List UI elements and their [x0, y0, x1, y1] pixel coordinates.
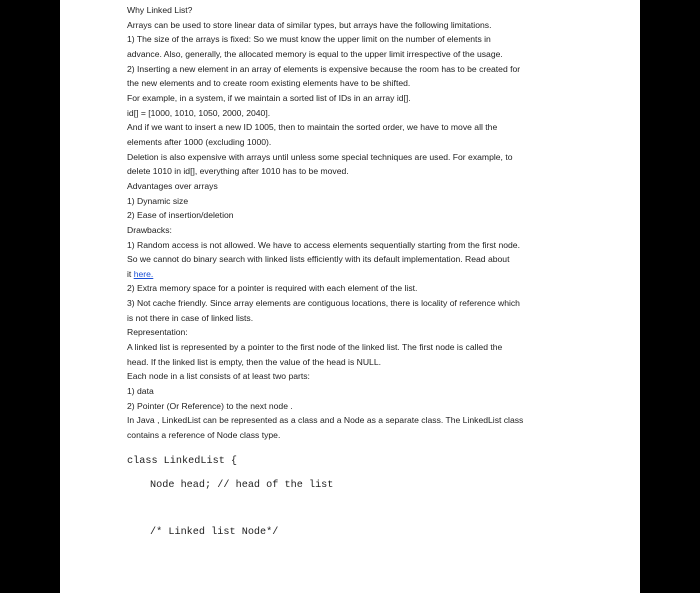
text-line: 1) Random access is not allowed. We have to access elements sequentially starting from the first node. — [127, 239, 520, 250]
text-line: Arrays can be used to store linear data of similar types, but arrays have the following limitations. — [127, 19, 492, 30]
text-prefix: it — [127, 268, 134, 279]
text-line: 1) Dynamic size — [127, 195, 189, 206]
text-line: 1) The size of the arrays is fixed: So we must know the upper limit on the number of elements in — [127, 34, 491, 45]
heading-representation: Representation: — [127, 327, 188, 338]
text-line: 2) Inserting a new element in an array of elements is expensive because the room has to be created for — [127, 63, 521, 74]
text-line: 2) Ease of insertion/deletion — [127, 210, 234, 221]
text-line: And if we want to insert a new ID 1005, then to maintain the sorted order, we have to move all the — [127, 122, 498, 133]
text-line-with-link — [127, 267, 632, 282]
code-head-field: Node head; // head of the list — [150, 480, 334, 491]
code-comment: /* Linked list Node*/ — [150, 527, 279, 538]
heading-advantages: Advantages over arrays — [127, 180, 218, 191]
text-line: A linked list is represented by a pointer to the first node of the linked list. The first node is called the — [127, 342, 503, 353]
heading-drawbacks: Drawbacks: — [127, 224, 172, 235]
text-line: advance. Also, generally, the allocated memory is equal to the upper limit irrespective of the usage. — [127, 48, 503, 59]
text-line: elements after 1000 (excluding 1000). — [127, 136, 272, 147]
text-line: 2) Extra memory space for a pointer is required with each element of the list. — [127, 283, 418, 294]
body-text — [127, 3, 632, 443]
document-page — [60, 0, 640, 593]
text-line: 3) Not cache friendly. Since array elements are contiguous locations, there is locality of reference which — [127, 298, 520, 309]
text-line: head. If the linked list is empty, then the value of the head is NULL. — [127, 356, 381, 367]
text-line: the new elements and to create room existing elements have to be shifted. — [127, 78, 411, 89]
text-line: 2) Pointer (Or Reference) to the next node . — [127, 400, 293, 411]
text-line: So we cannot do binary search with linked lists efficiently with its default implementation. Read about — [127, 254, 510, 265]
text-line: In Java , LinkedList can be represented as a class and a Node as a separate class. The LinkedList class — [127, 415, 524, 426]
text-line: id[] = [1000, 1010, 1050, 2000, 2040]. — [127, 107, 271, 118]
text-line: 1) data — [127, 386, 154, 397]
text-line: delete 1010 in id[], everything after 1010 has to be moved. — [127, 166, 349, 177]
heading-why-linked-list: Why Linked List? — [127, 5, 193, 15]
text-line: contains a reference of Node class type. — [127, 430, 281, 441]
text-line: is not there in case of linked lists. — [127, 312, 254, 323]
text-line: For example, in a system, if we maintain a sorted list of IDs in an array id[]. — [127, 92, 411, 103]
text-line: Deletion is also expensive with arrays until unless some special techniques are used. For example, to — [127, 151, 513, 162]
code-class-declaration: class LinkedList { — [127, 456, 238, 467]
left-black-margin — [0, 0, 60, 593]
text-line: Each node in a list consists of at least two parts: — [127, 371, 310, 382]
right-black-margin — [640, 0, 700, 593]
here-link[interactable]: here. — [133, 268, 154, 279]
